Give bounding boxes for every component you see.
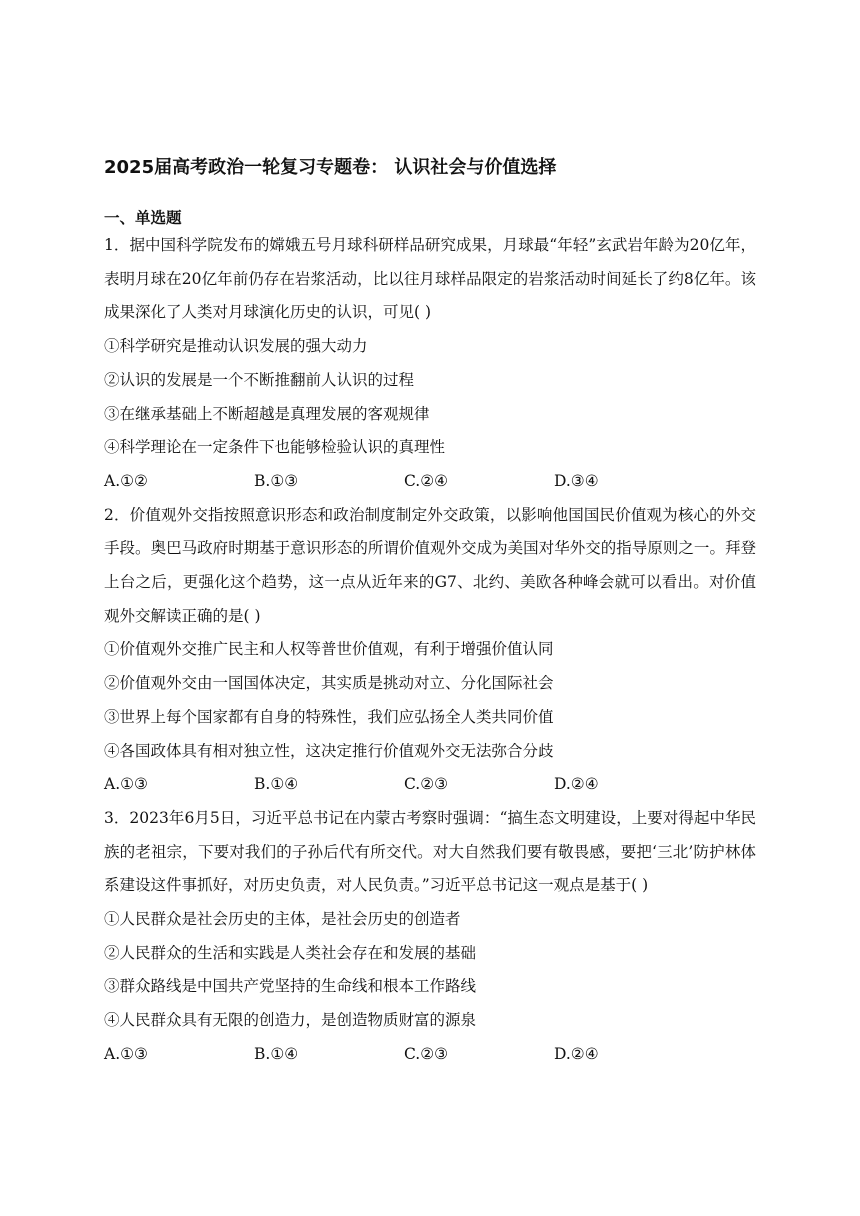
statement-option: ②人民群众的生活和实践是人类社会存在和发展的基础 [104, 943, 477, 962]
document-title: 2025届高考政治一轮复习专题卷： 认识社会与价值选择 [104, 157, 557, 178]
answer-choice-b: B.①③ [254, 471, 299, 490]
question-1 [104, 229, 756, 499]
statement-option: ③在继承基础上不断超越是真理发展的客观规律 [104, 404, 430, 423]
answer-choice-a: A.①③ [104, 775, 148, 794]
answer-choice-a: A.①③ [104, 1044, 148, 1063]
question-2 [104, 499, 756, 802]
section-heading: 一、单选题 [104, 209, 182, 227]
statement-option: ③世界上每个国家都有自身的特殊性，我们应弘扬全人类共同价值 [104, 707, 554, 726]
answer-choice-b: B.①④ [254, 775, 299, 794]
question-stem: 3．2023年6月5日，习近平总书记在内蒙古考察时强调：“搞生态文明建设，上要对得起中华民族的老祖宗，下要对我们的子孙后代有所交代。对大自然我们要有敬畏感，要把‘三北’防护林体系建设这件事抓好，对历史负责，对人民负责。”习近平总书记这一观点是基于( ) [104, 808, 756, 895]
answer-choices [104, 768, 756, 802]
statement-option: ②认识的发展是一个不断推翻前人认识的过程 [104, 370, 415, 389]
answer-choices [104, 1038, 756, 1072]
question-stem: 2．价值观外交指按照意识形态和政治制度制定外交政策，以影响他国国民价值观为核心的外交手段。奥巴马政府时期基于意识形态的所谓价值观外交成为美国对华外交的指导原则之一。拜登上台之后，更强化这个趋势，这一点从近年来的G7、北约、美欧各种峰会就可以看出。对价值观外交解读正确的是( ) [104, 505, 756, 625]
statement-option: ②价值观外交由一国国体决定，其实质是挑动对立、分化国际社会 [104, 674, 554, 693]
answer-choice-d: D.③④ [554, 471, 599, 490]
answer-choice-c: C.②④ [404, 471, 449, 490]
answer-choice-d: D.②④ [554, 775, 599, 794]
statement-option: ③群众路线是中国共产党坚持的生命线和根本工作路线 [104, 977, 477, 996]
answer-choice-d: D.②④ [554, 1044, 599, 1063]
statement-option: ①科学研究是推动认识发展的强大动力 [104, 337, 368, 356]
statement-option: ④人民群众具有无限的创造力，是创造物质财富的源泉 [104, 1011, 477, 1030]
statement-option: ①价值观外交推广民主和人权等普世价值观，有利于增强价值认同 [104, 640, 554, 659]
answer-choice-c: C.②③ [404, 775, 449, 794]
answer-choice-b: B.①④ [254, 1044, 299, 1063]
statement-option: ④科学理论在一定条件下也能够检验认识的真理性 [104, 438, 446, 457]
question-stem: 1．据中国科学院发布的嫦娥五号月球科研样品研究成果，月球最“年轻”玄武岩年龄为20亿年，表明月球在20亿年前仍存在岩浆活动，比以往月球样品限定的岩浆活动时间延长了约8亿年。该成果深化了人类对月球演化历史的认识，可见( ) [104, 236, 756, 322]
statement-option: ①人民群众是社会历史的主体，是社会历史的创造者 [104, 910, 461, 929]
question-list [104, 229, 756, 1072]
answer-choices [104, 465, 756, 499]
question-3 [104, 802, 756, 1072]
answer-choice-a: A.①② [104, 471, 148, 490]
statement-option: ④各国政体具有相对独立性，这决定推行价值观外交无法弥合分歧 [104, 741, 554, 760]
answer-choice-c: C.②③ [404, 1044, 449, 1063]
